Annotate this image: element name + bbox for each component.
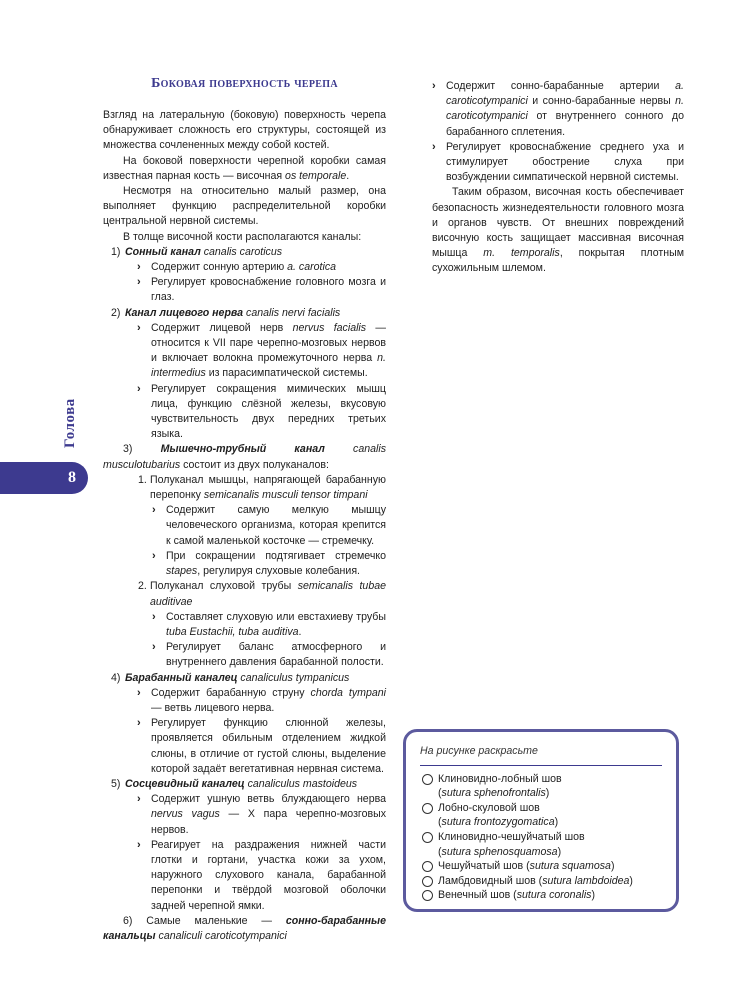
checkbox-icon[interactable] — [422, 774, 433, 785]
canal-3-sub-2-bullet-1: › Составляет слуховую или евстахиеву трубы tuba Eustachii, tuba auditiva. — [152, 610, 386, 638]
chevron-icon: › — [432, 80, 436, 92]
chevron-icon: › — [137, 382, 141, 395]
conclusion-paragraph: Таким образом, височная кость обеспечивает безопасность жизнедеятельности головного мозга и органов чувств. От внешних повреждений височную кость защищает массивная височная мышца m. temporalis, покрытая плотным сухожильным шлемом. — [432, 186, 684, 275]
chevron-icon: › — [137, 261, 141, 274]
canal-1-heading: 1) Сонный канал canalis caroticus — [111, 245, 283, 258]
checkbox-icon[interactable] — [422, 832, 433, 843]
canal-4-bullet-2: › Регулирует функцию слюнной железы, проявляется обильным отделением жидкой слюны, в отличие от густой слюны, выделение которой задаёт вегетативная нервная система. — [137, 717, 386, 775]
chevron-icon: › — [137, 321, 141, 334]
chevron-icon: › — [137, 276, 141, 289]
page-number-tab — [0, 462, 88, 494]
left-column — [103, 76, 386, 944]
chevron-icon: › — [152, 549, 156, 562]
canal-2-heading: 2) Канал лицевого нерва canalis nervi facialis — [111, 306, 341, 319]
coloring-task-title: На рисунке раскрасьте — [420, 744, 662, 766]
canal-2-bullet-1: › Содержит лицевой нерв nervus facialis — относится к VII паре черепно-мозговых нервов и включает волокна промежуточного нерва n. intermedius из парасимпатической системы. — [137, 321, 386, 380]
chevron-icon: › — [137, 838, 141, 851]
canal-1-bullet-2: › Регулирует кровоснабжение головного мозга и глаз. — [137, 276, 386, 304]
coloring-task-box — [403, 729, 679, 912]
chevron-icon: › — [152, 610, 156, 623]
page-title: Боковая поверхность черепа — [151, 76, 338, 91]
coloring-item[interactable]: Лобно-скуловой шов (sutura frontozygomatica) — [420, 801, 662, 830]
right-column — [432, 79, 684, 277]
canal-3-sub-1: 1. Полуканал мышцы, напрягающей барабанную перепонку semicanalis musculi tensor timpani — [138, 473, 386, 502]
checkbox-icon[interactable] — [422, 876, 433, 887]
coloring-item[interactable]: Ламбдовидный шов (sutura lambdoidea) — [420, 874, 662, 889]
chevron-icon: › — [432, 140, 436, 153]
canal-6-bullet-1: › Содержит сонно-барабанные артерии a. caroticotympanici и сонно-барабанные нервы n. caroticotympanici от внутреннего сонного до барабанного сплетения. — [432, 80, 684, 138]
page-number: 8 — [68, 469, 76, 486]
canal-1-bullet-1: › Содержит сонную артерию a. carotica — [103, 260, 386, 275]
chevron-icon: › — [137, 717, 141, 730]
canal-3-sub-1-bullet-1: › Содержит самую мелкую мышцу человеческого организма, которая крепится к самой маленькой косточке — стремечку. — [152, 504, 386, 547]
canal-3-sub-1-bullet-2: › При сокращении подтягивает стремечко stapes, регулируя слуховые колебания. — [152, 549, 386, 578]
coloring-item[interactable]: Клиновидно-лобный шов (sutura sphenofrontalis) — [420, 772, 662, 801]
canal-2-bullet-2: › Регулирует сокращения мимических мышц лица, функцию слёзной железы, вкусовую чувствительность двух передних третьих языка. — [137, 382, 386, 441]
canal-3-sub-2: 2. Полуканал слуховой трубы semicanalis tubae auditivae — [138, 580, 386, 608]
chevron-icon: › — [137, 793, 141, 806]
canal-4-bullet-1: › Содержит барабанную струну chorda tympani — ветвь лицевого нерва. — [137, 686, 386, 714]
canal-6-heading: 6) Самые маленькие — сонно-барабанные канальцы canaliculi caroticotympanici — [103, 914, 386, 942]
chevron-icon: › — [137, 686, 141, 699]
coloring-item[interactable]: Клиновидно-чешуйчатый шов (sutura sphenosquamosa) — [420, 830, 662, 859]
intro-paragraph-3: Несмотря на относительно малый размер, она выполняет функцию распределительной коробки центральной нервной системы. — [103, 185, 386, 228]
checkbox-icon[interactable] — [422, 861, 433, 872]
intro-paragraph-4: В толще височной кости располагаются каналы: — [123, 230, 362, 243]
canal-5-heading: 5) Сосцевидный каналец canaliculus mastoideus — [111, 777, 358, 790]
canal-4-heading: 4) Барабанный каналец canaliculus tympanicus — [111, 671, 350, 684]
coloring-item[interactable]: Чешуйчатый шов (sutura squamosa) — [420, 859, 662, 874]
canal-3-heading: 3) Мышечно-трубный канал canalis musculotubarius состоит из двух полуканалов: — [103, 443, 386, 471]
intro-paragraph-1: Взгляд на латеральную (боковую) поверхность черепа обнаруживает сложность его структуры, состоящей из множества сочлененных между собой костей. — [103, 109, 386, 152]
canal-5-bullet-1: › Содержит ушную ветвь блуждающего нерва nervus vagus — X пара черепно-мозговых нервов. — [137, 793, 386, 836]
coloring-item[interactable]: Венечный шов (sutura coronalis) — [420, 888, 662, 903]
canal-6-bullet-2: › Регулирует кровоснабжение среднего уха и стимулирует обострение слуха при возбуждении симпатической нервной системы. — [432, 140, 684, 184]
section-side-label: Голова — [62, 398, 78, 448]
canal-3-sub-2-bullet-2: › Регулирует баланс атмосферного и внутреннего давления барабанной полости. — [152, 641, 386, 669]
chevron-icon: › — [152, 641, 156, 654]
checkbox-icon[interactable] — [422, 890, 433, 901]
chevron-icon: › — [152, 504, 156, 517]
intro-paragraph-2: На боковой поверхности черепной коробки самая известная парная кость — височная os temporale. — [103, 154, 386, 182]
canal-5-bullet-2: › Реагирует на раздражения нижней части глотки и гортани, участка кожи за ухом, наружного слухового канала, барабанной перепонки и твёрдой мозговой оболочки задней черепной ямки. — [137, 838, 386, 912]
checkbox-icon[interactable] — [422, 803, 433, 814]
